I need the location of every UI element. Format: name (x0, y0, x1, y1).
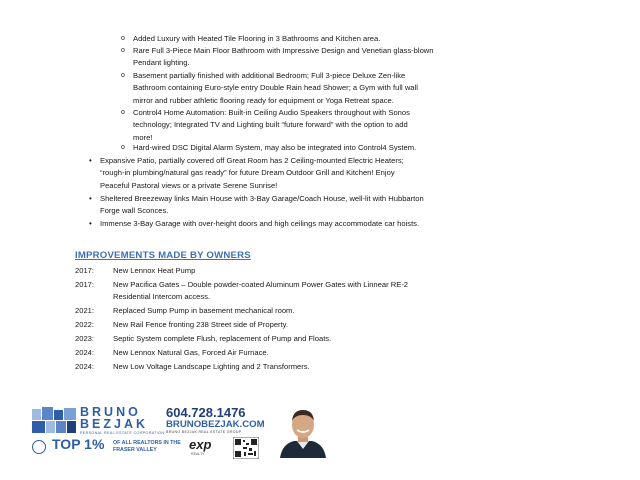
top-badge: TOP 1% (52, 436, 105, 452)
sub-feature-item (121, 70, 573, 107)
text-line: Bathroom containing Euro-style entry Double Rain head Shower; a Gym with full wall (133, 83, 418, 93)
improvement-text (113, 361, 553, 373)
improvements-heading: IMPROVEMENTS MADE BY OWNERS (75, 250, 251, 261)
agent-photo (278, 404, 328, 458)
text-line: Replaced Sump Pump in basement mechanical room. (113, 306, 295, 315)
list-marker-icon: o (121, 35, 125, 42)
text-line: New Lennox Natural Gas, Forced Air Furnace. (113, 348, 269, 357)
improvement-year: 2024: (75, 348, 95, 357)
brand-name: BRUNO BEZJAK (80, 405, 149, 431)
phone-number[interactable]: 604.728.1476 (166, 405, 246, 420)
sub-feature-item (121, 45, 573, 70)
text-line: Hard-wired DSC Digital Alarm System, may also be integrated into Control4 System. (133, 143, 417, 152)
text-line: New Lennox Heat Pump (113, 266, 196, 275)
improvement-text (113, 347, 553, 359)
bruno-bezjak-logo-icon (32, 407, 78, 435)
improvement-year: 2017: (75, 280, 95, 289)
feature-bullet (89, 193, 570, 218)
improvement-text (113, 279, 553, 304)
improvement-year: 2021: (75, 306, 95, 315)
improvement-text (113, 265, 553, 277)
improvement-year: 2022: (75, 320, 95, 329)
list-marker-icon: o (121, 144, 125, 151)
brand-tagline: PERSONAL REAL ESTATE CORPORATION (80, 431, 165, 435)
feature-bullet (89, 218, 570, 230)
list-marker-icon: • (89, 156, 92, 165)
improvement-year: 2023: (75, 334, 95, 343)
text-line: Sheltered Breezeway links Main House with 3-Bay Garage/Coach House, well-lit with Hubbarton (100, 194, 424, 203)
improvement-text (113, 305, 553, 317)
text-line: Peaceful Pastoral views or a private Serene Sunrise! (100, 180, 278, 190)
top-badge-subtitle: OF ALL REALTORS IN THE FRASER VALLEY (113, 440, 181, 453)
text-line: Forge wall Sconces. (100, 206, 169, 216)
sub-feature-item (121, 33, 573, 45)
list-marker-icon: o (121, 72, 125, 79)
text-line: Septic System complete Flush, replacement of Pump and Floats. (113, 334, 332, 343)
sub-feature-item (121, 107, 573, 144)
qr-code-icon[interactable] (233, 437, 259, 459)
brokerage-logo: exp (189, 437, 212, 452)
text-line: Expansive Patio, partially covered off Great Room has 2 Ceiling-mounted Electric Heaters; (100, 156, 404, 165)
text-line: New Pacifica Gates – Double powder-coated Aluminum Power Gates with Linnear RE-2 (113, 280, 409, 289)
group-name: BRUNO BEZJAK REAL ESTATE GROUP (166, 430, 242, 434)
text-line: Basement partially finished with additional Bedroom; Full 3-piece Deluxe Zen-like (133, 71, 406, 80)
text-line: Immense 3-Bay Garage with over-height doors and high ceilings may accommodate car hoists. (100, 219, 420, 228)
sub-feature-item (121, 142, 573, 154)
text-line: Added Luxury with Heated Tile Flooring in 3 Bathrooms and Kitchen area. (133, 34, 381, 43)
text-line: mirror and rubber athletic flooring ready for equipment or Yoga Retreat space. (133, 95, 394, 105)
feature-bullet (89, 155, 570, 192)
list-marker-icon: o (121, 47, 125, 54)
list-marker-icon: o (121, 109, 125, 116)
text-line: New Rail Fence fronting 238 Street side of Property. (113, 320, 289, 329)
text-line: “rough-in plumbing/natural gas ready” for future Dream Outdoor Grill and Kitchen! Enjoy (100, 168, 395, 178)
improvement-text (113, 333, 553, 345)
improvement-text (113, 319, 553, 331)
improvement-year: 2017: (75, 266, 95, 275)
text-line: Control4 Home Automation: Built-in Ceiling Audio Speakers throughout with Sonos (133, 108, 410, 117)
improvement-year: 2024: (75, 362, 95, 371)
text-line: technology; Integrated TV and Lighting built “future forward” with the option to add (133, 120, 408, 130)
text-line: more! (133, 132, 153, 142)
text-line: Rare Full 3-Piece Main Floor Bathroom with Impressive Design and Venetian glass-blown (133, 46, 434, 55)
text-line: New Low Voltage Landscape Lighting and 2 Transformers. (113, 362, 310, 371)
award-seal-icon (32, 440, 46, 454)
text-line: Pendant lighting. (133, 58, 190, 68)
list-marker-icon: • (89, 219, 92, 228)
text-line: Residential Intercom access. (113, 292, 211, 302)
brokerage-subtitle: REALTY (191, 452, 205, 456)
website-link[interactable]: BRUNOBEZJAK.COM (166, 419, 265, 430)
list-marker-icon: • (89, 194, 92, 203)
